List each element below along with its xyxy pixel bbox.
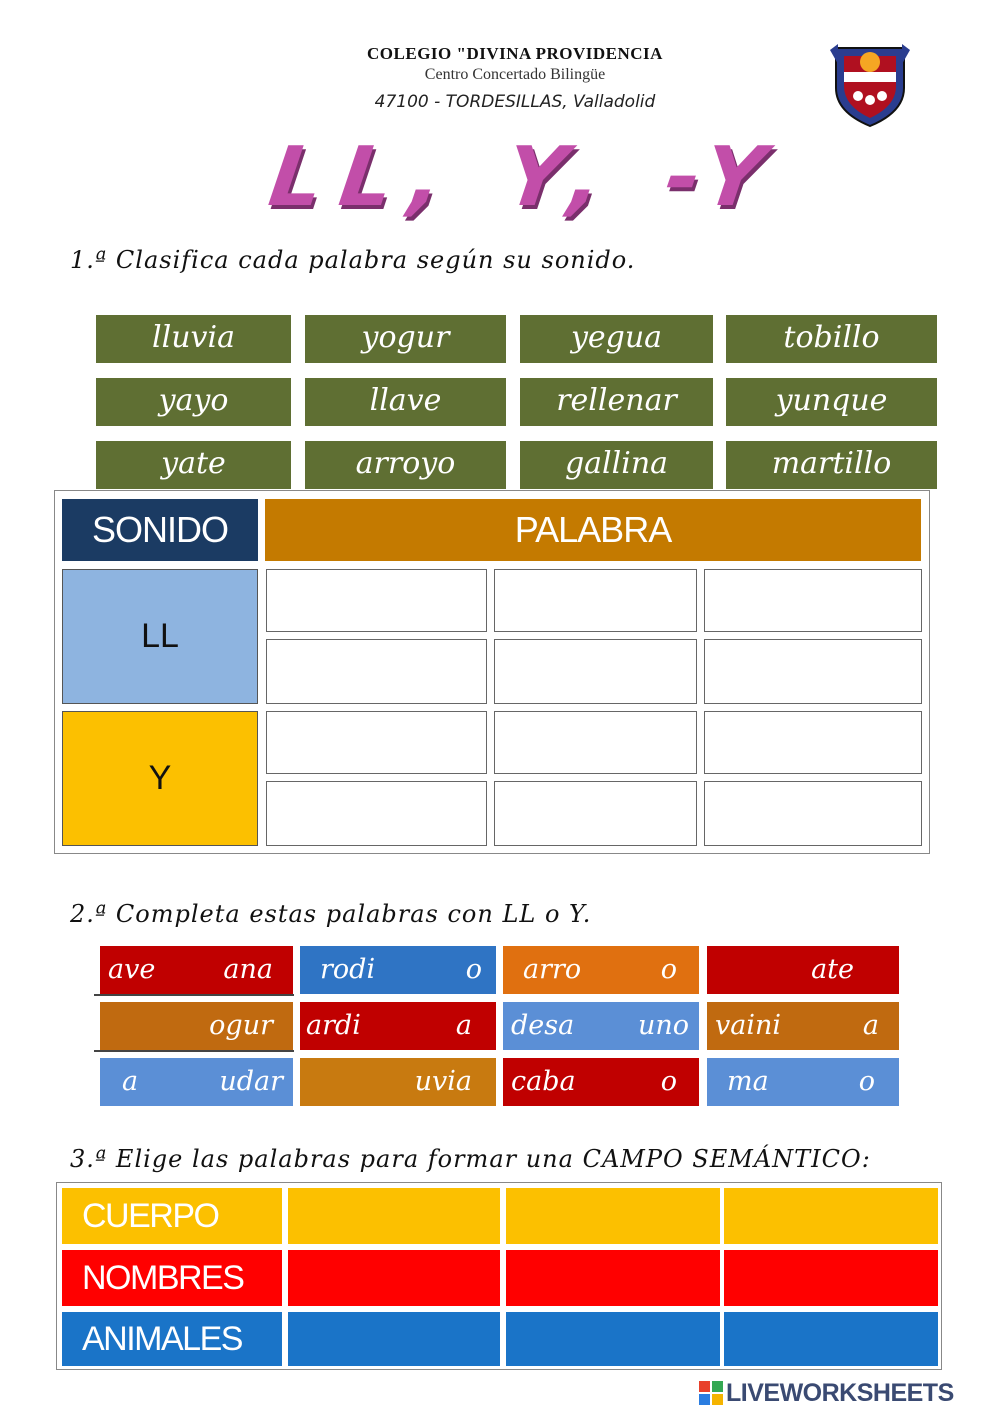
word-end: udar	[219, 1066, 283, 1097]
drop-box-ll[interactable]	[266, 639, 487, 704]
word-tile[interactable]: rellenar	[520, 378, 713, 426]
row-label-nombres: NOMBRES	[60, 1248, 284, 1308]
word-end: ana	[223, 954, 273, 985]
answer-input[interactable]	[780, 1062, 854, 1102]
liveworksheets-brand	[698, 1378, 994, 1408]
answer-input[interactable]	[360, 1006, 454, 1046]
answer-input[interactable]	[600, 950, 664, 990]
answer-input[interactable]	[570, 1006, 624, 1046]
school-address: 47100 - TORDESILLAS, Valladolid	[374, 92, 656, 112]
exercise2-instruction: 2.ª Completa estas palabras con LL o Y.	[70, 900, 592, 928]
row-underline	[94, 1050, 294, 1052]
word-end: o	[660, 1066, 677, 1097]
word-end: uvia	[414, 1066, 472, 1097]
semantic-drop-box[interactable]	[504, 1248, 722, 1308]
row-underline	[94, 994, 294, 996]
answer-input[interactable]	[158, 950, 212, 990]
header-sound: SONIDO	[62, 499, 258, 561]
word-tile[interactable]: yogur	[305, 315, 506, 363]
answer-input[interactable]	[145, 1062, 204, 1102]
row-label-y: Y	[62, 711, 258, 846]
word-start: rodi	[320, 954, 376, 985]
worksheet-title: LL, Y, -Y	[263, 130, 789, 225]
answer-input[interactable]	[590, 1062, 654, 1102]
school-name: COLEGIO "DIVINA PROVIDENCIA	[367, 44, 663, 63]
word-end: a	[862, 1010, 879, 1041]
answer-input[interactable]	[372, 950, 446, 990]
exercise1-instruction: 1.ª Clasifica cada palabra según su sonido.	[70, 246, 636, 274]
drop-box-y[interactable]	[266, 711, 487, 774]
answer-input[interactable]	[800, 1006, 854, 1046]
word-tile[interactable]: martillo	[726, 441, 937, 489]
word-end: ogur	[209, 1010, 273, 1041]
drop-box-y[interactable]	[494, 781, 697, 846]
word-tile[interactable]: arroyo	[305, 441, 506, 489]
row-label-ll: LL	[62, 569, 258, 704]
word-tile[interactable]: yate	[96, 441, 291, 489]
word-tile[interactable]: gallina	[520, 441, 713, 489]
word-start: vaini	[715, 1010, 782, 1041]
word-end: a	[455, 1010, 472, 1041]
semantic-drop-box[interactable]	[286, 1310, 502, 1368]
liveworksheets-logo-icon	[698, 1380, 724, 1406]
semantic-drop-box[interactable]	[722, 1248, 940, 1308]
semantic-drop-box[interactable]	[286, 1248, 502, 1308]
brand-name: LIVEWORKSHEETS	[726, 1378, 954, 1407]
semantic-drop-box[interactable]	[504, 1186, 722, 1246]
semantic-drop-box[interactable]	[722, 1186, 940, 1246]
word-end: uno	[637, 1010, 689, 1041]
word-end: o	[858, 1066, 875, 1097]
word-start: arro	[523, 954, 582, 985]
drop-box-y[interactable]	[494, 711, 697, 774]
word-tile[interactable]: llave	[305, 378, 506, 426]
word-start: ave	[108, 954, 156, 985]
word-start: caba	[511, 1066, 576, 1097]
semantic-drop-box[interactable]	[286, 1186, 502, 1246]
answer-input[interactable]	[315, 1062, 399, 1102]
word-tile[interactable]: yayo	[96, 378, 291, 426]
semantic-drop-box[interactable]	[722, 1310, 940, 1368]
semantic-drop-box[interactable]	[504, 1310, 722, 1368]
drop-box-ll[interactable]	[494, 569, 697, 632]
school-crest-logo	[830, 40, 910, 128]
row-label-cuerpo: CUERPO	[60, 1186, 284, 1246]
word-end: o	[465, 954, 482, 985]
row-label-animales: ANIMALES	[60, 1310, 284, 1368]
word-tile[interactable]: yunque	[726, 378, 937, 426]
drop-box-ll[interactable]	[266, 569, 487, 632]
header-word: PALABRA	[265, 499, 921, 561]
word-start: desa	[511, 1010, 575, 1041]
word-end: o	[660, 954, 677, 985]
drop-box-y[interactable]	[266, 781, 487, 846]
school-type: Centro Concertado Bilingüe	[424, 66, 606, 83]
word-tile[interactable]: lluvia	[96, 315, 291, 363]
answer-input[interactable]	[730, 950, 804, 990]
word-tile[interactable]: yegua	[520, 315, 713, 363]
drop-box-y[interactable]	[704, 711, 922, 774]
word-start: a	[122, 1066, 139, 1097]
word-end: ate	[811, 954, 854, 985]
drop-box-y[interactable]	[704, 781, 922, 846]
word-tile[interactable]: tobillo	[726, 315, 937, 363]
word-start: ardi	[306, 1010, 361, 1041]
drop-box-ll[interactable]	[704, 639, 922, 704]
drop-box-ll[interactable]	[704, 569, 922, 632]
exercise3-instruction: 3.ª Elige las palabras para formar una CAMPO SEMÁNTICO:	[70, 1145, 871, 1173]
answer-input[interactable]	[110, 1006, 194, 1046]
word-start: ma	[727, 1066, 769, 1097]
drop-box-ll[interactable]	[494, 639, 697, 704]
